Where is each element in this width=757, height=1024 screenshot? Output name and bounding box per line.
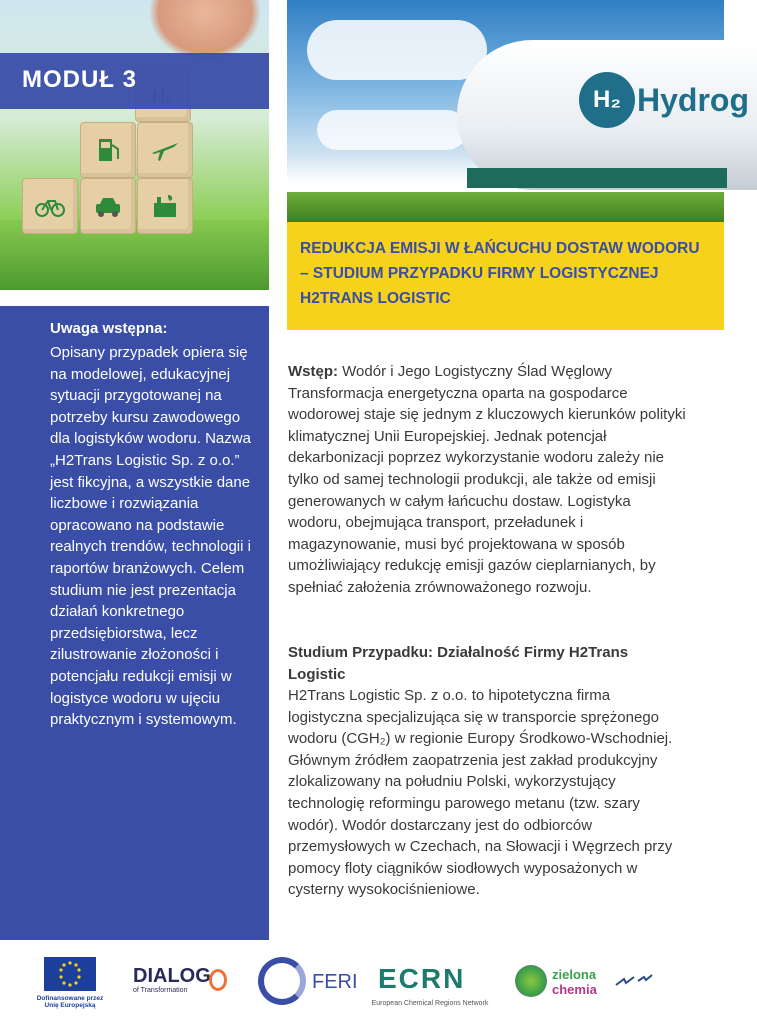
field [287, 192, 724, 222]
intro-text: Wodór i Jego Logistyczny Ślad Węglowy Transformacja energetyczna oparta na gospodarce wodorowej staje się jednym z kluczowych kierunków polityki klimatycznej Unii Europejskiej. Jednak potencjał dekarbonizacji poprzez wykorzystanie wodoru zależy nie tylko od samej technologii produkcji, ale także od emisji generowanych w całym łańcuchu dostaw. Logistyka wodoru, obejmująca transport, przeładunek i magazynowanie, musi być projektowana w sposób umożliwiający redukcję emisji gazów cieplarnianych, by spełniać założenia zrównoważonego rozwoju. [288, 363, 686, 596]
clouds [317, 110, 467, 150]
dialog-logo [133, 965, 223, 995]
airplane-icon [148, 133, 182, 167]
hero-image-cubes [0, 0, 269, 290]
trailer-chassis [467, 168, 727, 188]
eu-flag-icon [44, 957, 96, 991]
case-study-text: H2Trans Logistic Sp. z o.o. to hipotetyczna firma logistyczna specjalizująca się w transporcie sprężonego wodoru (CGH₂) w regionie Europy Środkowo-Wschodniej. Głównym źródłem zaopatrzenia jest zakład produkcyjny zlokalizowany na południu Polski, wykorzystujący technologię reformingu parowego metanu (tzw. szary wodór). Wodór dostarczany jest do odbiorców przemysłowych w Czechach, na Słowacji i Węgrzech przy pomocy floty ciągników siodłowych wyposażonych w cysterny wysokociśnieniowe. [288, 687, 673, 899]
side-note-heading: Uwaga wstępna: [50, 320, 168, 337]
case-study-heading: Studium Przypadku: Działalność Firmy H2Trans Logistic [288, 644, 629, 683]
h2-logo-icon: H₂ [579, 72, 635, 128]
birds-logo-icon [612, 967, 672, 997]
dialog-sub: of Transformation [133, 987, 188, 994]
cube-factory [137, 178, 193, 234]
cube-ecar [80, 178, 136, 234]
cube-plane [137, 122, 193, 178]
clouds [307, 20, 487, 80]
ecrn-logo: ECRN [378, 963, 466, 994]
zielona-chemia-icon [515, 965, 547, 997]
intro-label: Wstęp: [288, 363, 338, 380]
feri-logo-icon [258, 957, 306, 1005]
bicycle-icon [33, 189, 67, 223]
footer-logos [0, 945, 724, 1024]
cube-fuel [80, 122, 136, 178]
ecrn-subtitle: European Chemical Regions Network [371, 1000, 489, 1007]
fuel-pump-icon [91, 133, 125, 167]
flame-icon [209, 969, 227, 991]
electric-car-icon [91, 189, 125, 223]
eu-caption: Dofinansowane przez Unię Europejską [36, 995, 104, 1009]
truck-logo-text: Hydrog [637, 82, 749, 118]
zielona-text: zielona [552, 967, 597, 982]
intro-paragraph [288, 361, 686, 599]
cube-bike [22, 178, 78, 234]
side-note-text: Opisany przypadek opiera się na modelowej, edukacyjnej sytuacji przygotowanej na potrzeby kursu zawodowego dla logistyków wodoru. Nazwa „H2Trans Logistic Sp. z o.o.” jest fikcyjna, a wszystkie dane liczbowe i rozwiązania opracowano na podstawie realnych trendów, technologii i raportów branżowych. Celem studium nie jest prezentacja działań konkretnego przedsiębiorstwa, lecz zilustrowanie złożoności i potencjału redukcji emisji w logistyce wodoru w ujęciu praktycznym i systemowym. [50, 344, 251, 729]
hand-illustration [150, 0, 260, 60]
dialog-name: DIALOG [133, 965, 211, 987]
module-label: MODUŁ 3 [22, 66, 137, 93]
feri-text: FERI [312, 971, 358, 993]
page-title: REDUKCJA EMISJI W ŁAŃCUCHU DOSTAW WODORU – STUDIUM PRZYPADKU FIRMY LOGISTYCZNEJ H2TRANS LOGISTIC [300, 240, 700, 307]
chemia-text: chemia [552, 982, 597, 997]
green-factory-icon [148, 189, 182, 223]
hero-image-hydrogen-truck [287, 0, 749, 222]
